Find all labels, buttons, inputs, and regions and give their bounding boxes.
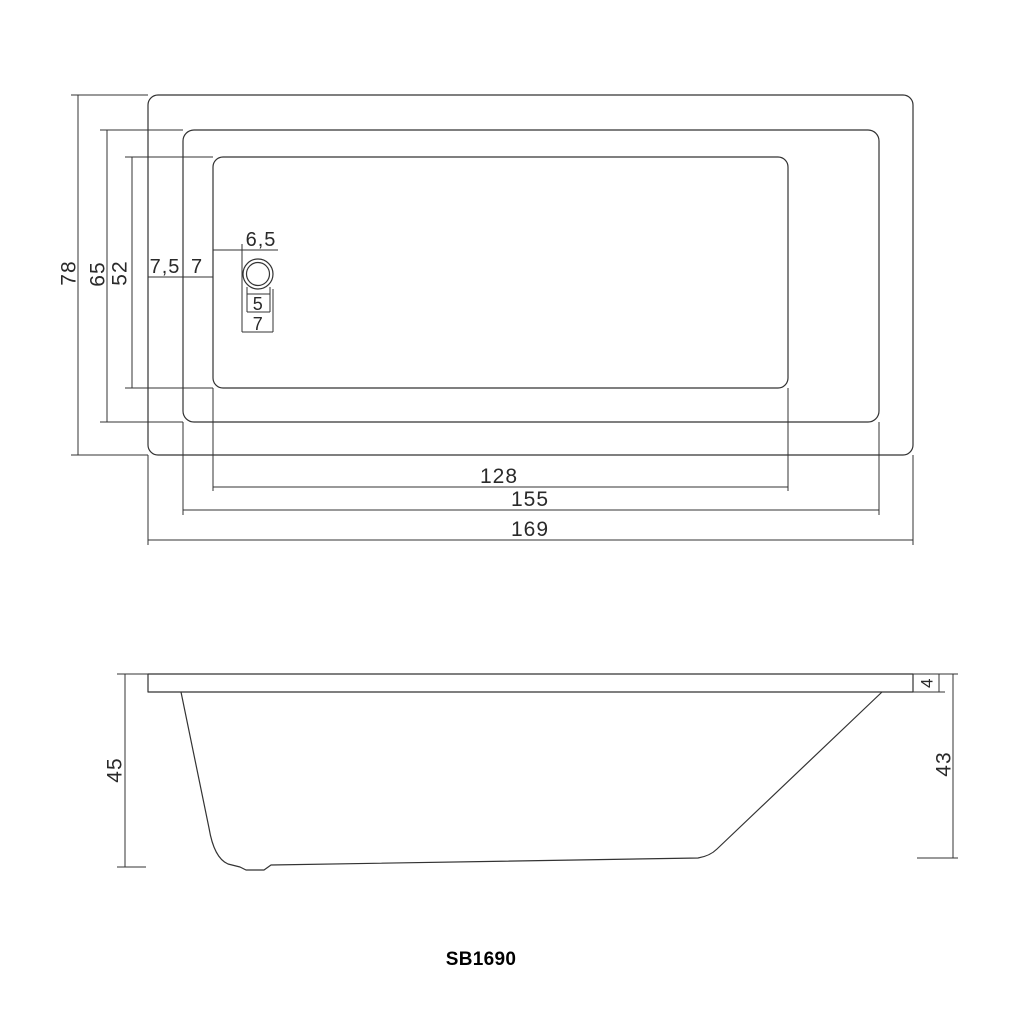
dimension-line-drain-offset <box>213 244 278 332</box>
dim-label-width-middle: 65 <box>86 261 110 287</box>
tub-basin-floor-outline <box>213 157 788 388</box>
dim-label-drain-outer-width: 7 <box>252 314 264 334</box>
dim-label-length-outer: 169 <box>510 518 550 541</box>
dimension-length-inner <box>213 388 788 491</box>
side-rim-profile <box>148 674 913 692</box>
dimension-inner-depth <box>917 674 958 858</box>
dimension-rim-thickness <box>913 674 958 692</box>
drain-inner-circle <box>247 263 270 286</box>
dimension-length-middle <box>183 422 879 515</box>
dim-label-drain-offset: 6,5 <box>245 229 277 251</box>
drain-outer-circle <box>243 259 273 289</box>
dim-label-rim-thickness: 4 <box>917 678 937 688</box>
dim-label-height-total: 45 <box>103 757 127 783</box>
dim-label-inner-depth: 43 <box>932 751 956 777</box>
top-view <box>58 95 914 545</box>
dimension-height-total <box>104 674 149 867</box>
dim-label-width-outer: 78 <box>57 260 81 286</box>
dim-label-width-inner: 52 <box>108 260 132 286</box>
dim-label-rim-gap-inner: 7 <box>190 256 204 278</box>
dim-label-length-inner: 128 <box>479 465 519 488</box>
tub-middle-rim-outline <box>183 130 879 422</box>
side-view <box>104 674 959 870</box>
dimension-rim-gaps <box>148 256 213 278</box>
model-number-label: SB1690 <box>445 949 517 970</box>
tub-outer-rim-outline <box>148 95 913 455</box>
dim-label-drain-inner-width: 5 <box>252 294 264 314</box>
side-basin-profile <box>181 692 882 870</box>
dim-label-rim-gap-outer: 7,5 <box>149 256 181 278</box>
dim-label-length-middle: 155 <box>510 488 550 511</box>
